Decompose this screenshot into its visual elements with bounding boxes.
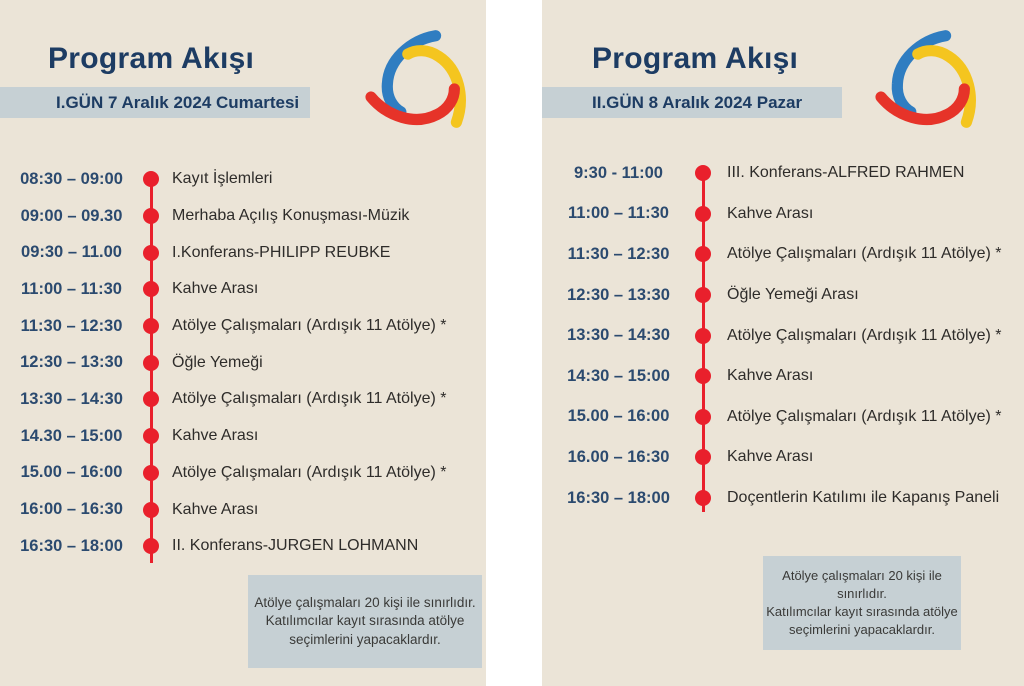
schedule-time: 16:00 – 16:30 — [20, 500, 123, 519]
schedule-time: 16.00 – 16:30 — [567, 447, 670, 466]
schedule-time: 13:30 – 14:30 — [20, 389, 123, 408]
schedule-event: Atölye Çalışmaları (Ardışık 11 Atölye) * — [727, 245, 1002, 263]
day1-date-label: I.GÜN 7 Aralık 2024 Cumartesi — [56, 92, 300, 112]
schedule-time: 12:30 – 13:30 — [567, 285, 670, 304]
swirl-logo-icon — [875, 26, 987, 144]
schedule-time: 16:30 – 18:00 — [20, 536, 123, 555]
timeline-dot — [143, 281, 159, 297]
page-title: Program Akışı — [48, 42, 255, 75]
schedule-event: Atölye Çalışmaları (Ardışık 11 Atölye) * — [727, 407, 1002, 425]
timeline-dot — [695, 368, 711, 384]
schedule-time: 09:30 – 11.00 — [21, 243, 122, 262]
schedule-event: Atölye Çalışmaları (Ardışık 11 Atölye) * — [172, 463, 447, 481]
schedule-event: Kahve Arası — [172, 280, 259, 298]
schedule-time: 11:00 – 11:30 — [21, 279, 122, 298]
schedule-event: Kayıt İşlemleri — [172, 170, 273, 188]
schedule-event: Atölye Çalışmaları (Ardışık 11 Atölye) * — [727, 326, 1002, 344]
schedule-event: II. Konferans-JURGEN LOHMANN — [172, 537, 419, 555]
schedule-time: 09:00 – 09.30 — [20, 206, 123, 225]
program-panel-day2 — [542, 0, 1024, 686]
schedule-list — [542, 153, 1024, 518]
timeline-dot — [695, 246, 711, 262]
schedule-time: 16:30 – 18:00 — [567, 488, 670, 507]
schedule-row — [542, 315, 1024, 356]
timeline-dot — [695, 165, 711, 181]
note-line: Katılımcılar kayıt sırasında atölye — [766, 604, 958, 619]
schedule-event: Kahve Arası — [727, 367, 814, 385]
timeline-dot — [143, 465, 159, 481]
schedule-row — [0, 161, 486, 198]
schedule-row — [542, 275, 1024, 316]
schedule-row — [0, 271, 486, 308]
day2-date-bar — [542, 87, 842, 118]
schedule-event: Kahve Arası — [172, 427, 259, 445]
schedule-row — [542, 356, 1024, 397]
schedule-list — [0, 161, 486, 565]
schedule-time: 14:30 – 15:00 — [567, 366, 670, 385]
timeline-dot — [143, 318, 159, 334]
workshop-note — [763, 556, 961, 650]
schedule-event: Öğle Yemeği — [172, 353, 263, 371]
schedule-event: Merhaba Açılış Konuşması-Müzik — [172, 207, 410, 225]
schedule-event: III. Konferans-ALFRED RAHMEN — [727, 164, 965, 182]
schedule-time: 11:30 – 12:30 — [567, 244, 670, 263]
timeline-dot — [695, 409, 711, 425]
schedule-time: 15.00 – 16:00 — [20, 463, 123, 482]
page-title: Program Akışı — [592, 42, 799, 75]
day1-date-bar — [0, 87, 310, 118]
note-line: seçimlerini yapacaklardır. — [289, 631, 441, 647]
schedule-row — [0, 491, 486, 528]
timeline-dot — [695, 328, 711, 344]
schedule-event: Atölye Çalışmaları (Ardışık 11 Atölye) * — [172, 317, 447, 335]
schedule-time: 12:30 – 13:30 — [20, 353, 123, 372]
day2-date-label: II.GÜN 8 Aralık 2024 Pazar — [592, 92, 803, 112]
schedule-time: 08:30 – 09:00 — [20, 169, 123, 188]
timeline-dot — [143, 245, 159, 261]
schedule-row — [0, 381, 486, 418]
schedule-row — [0, 308, 486, 345]
swirl-logo-icon — [365, 26, 477, 144]
schedule-row — [0, 234, 486, 271]
schedule-time: 15.00 – 16:00 — [567, 407, 670, 426]
timeline-dot — [143, 428, 159, 444]
timeline-dot — [143, 391, 159, 407]
schedule-time: 11:00 – 11:30 — [568, 204, 669, 223]
timeline-dot — [143, 538, 159, 554]
timeline-dot — [143, 208, 159, 224]
schedule-row — [0, 344, 486, 381]
schedule-time: 9:30 - 11:00 — [574, 163, 663, 182]
schedule-row — [542, 234, 1024, 275]
timeline-dot — [695, 490, 711, 506]
timeline-dot — [143, 502, 159, 518]
program-panel-day1 — [0, 0, 486, 686]
schedule-row — [542, 478, 1024, 519]
timeline-dot — [695, 287, 711, 303]
schedule-row — [0, 528, 486, 565]
note-line: Atölye çalışmaları 20 kişi ile sınırlıdır. — [782, 568, 942, 601]
note-line: Atölye çalışmaları 20 kişi ile sınırlıdır. — [254, 594, 476, 610]
schedule-row — [0, 418, 486, 455]
schedule-row — [542, 153, 1024, 194]
schedule-time: 13:30 – 14:30 — [567, 326, 670, 345]
timeline-dot — [143, 171, 159, 187]
schedule-event: Doçentlerin Katılımı ile Kapanış Paneli — [727, 489, 1000, 507]
schedule-row — [542, 437, 1024, 478]
schedule-event: Kahve Arası — [172, 500, 259, 518]
note-line: seçimlerini yapacaklardır. — [789, 622, 935, 637]
schedule-event: Kahve Arası — [727, 448, 814, 466]
timeline-dot — [695, 206, 711, 222]
timeline-dot — [695, 449, 711, 465]
schedule-event: Atölye Çalışmaları (Ardışık 11 Atölye) * — [172, 390, 447, 408]
schedule-row — [542, 194, 1024, 235]
note-line: Katılımcılar kayıt sırasında atölye — [265, 613, 465, 629]
schedule-row — [542, 397, 1024, 438]
schedule-event: Öğle Yemeği Arası — [727, 286, 859, 304]
schedule-row — [0, 455, 486, 492]
workshop-note — [248, 575, 482, 668]
schedule-event: Kahve Arası — [727, 204, 814, 222]
schedule-time: 11:30 – 12:30 — [20, 316, 123, 335]
timeline-dot — [143, 355, 159, 371]
schedule-row — [0, 198, 486, 235]
schedule-event: I.Konferans-PHILIPP REUBKE — [172, 243, 391, 261]
schedule-time: 14.30 – 15:00 — [20, 426, 123, 445]
